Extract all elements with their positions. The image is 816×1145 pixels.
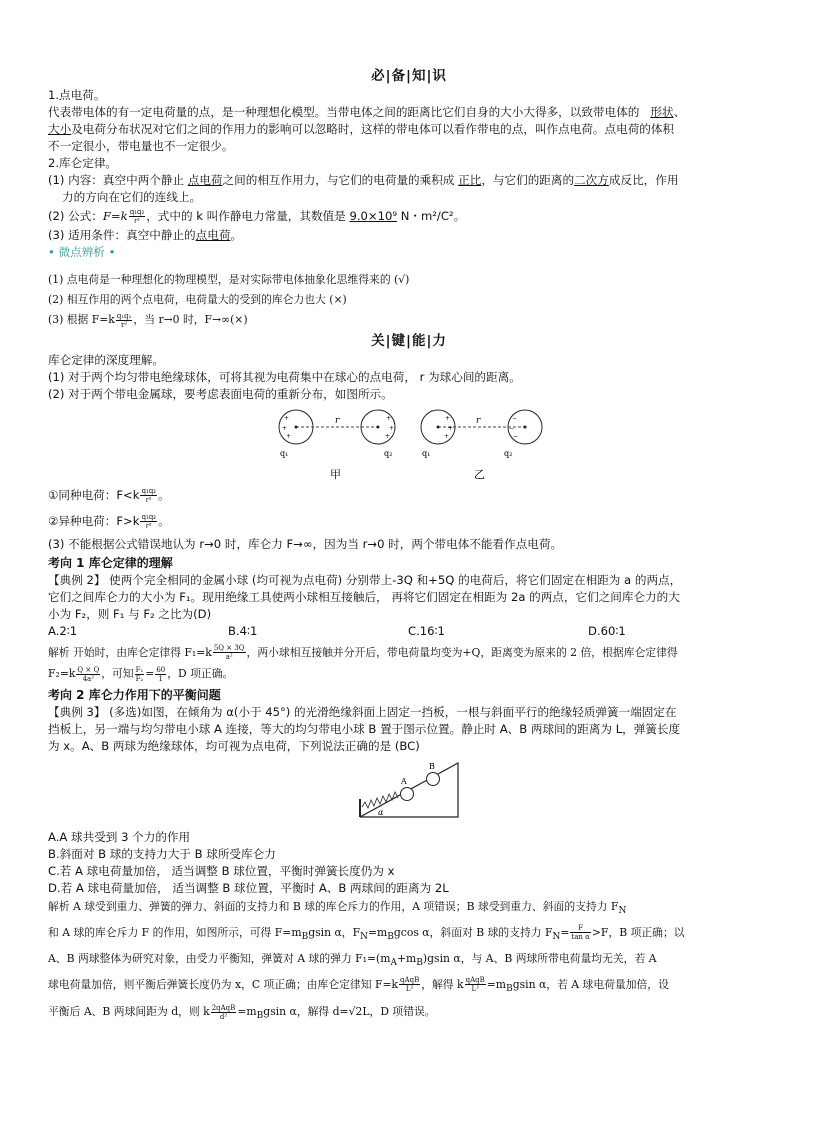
svg-text:−: − [512,414,518,422]
key-item-1: (1) 对于两个均匀带电绝缘球体，可将其视为电荷集中在球心的点电荷， r 为球心间的距离。 [48,369,521,384]
example-2-line-1: 【典例 2】 使两个完全相同的金属小球 (均可视为点电荷) 分别带上-3Q 和+5Q 的电荷后，将它们固定在相距为 a 的两点， [48,572,682,587]
svg-text:+: + [385,432,391,440]
example-3-line-3: 为 x。A、B 两球为绝缘球体，均可视为点电荷，下列说法正确的是 (BC) [48,738,420,753]
figure-label-r: r [476,415,481,426]
figure-caption-yi: 乙 [474,467,485,481]
point-charge-para-2: 大小及电荷分布状况对它们之间的作用力的影响可以忽略时，这样的带电体可以看作带电的点，叫作点电荷。点电荷的体积 [48,122,675,136]
example-2-options [48,623,770,640]
option-a: A.2∶1 [48,623,78,638]
example-3-analysis-4: 球电荷量加倍，则平衡后弹簧长度仍为 x，C 项正确；由库仑定律知 F=k $\frac{\text{qAqB}}{\text{L²}}$ ，解得 k $\frac{\text{qAqB}}{\text{L²}}$ $=m_Bgsin$ α，若 A 球电荷量加倍，设 [48,976,669,995]
point-charge-para-1: 代表带电体的有一定电荷量的点，是一种理想化模型。当带电体之间的距离比它们自身的大小大得多，以致带电体的 形状、 [48,105,686,119]
key-item-3: (3) 不能根据公式错误地认为 r→0 时，库仑力 F→∞，因为当 r→0 时，两个带电体不能看作点电荷。 [48,536,563,551]
figure-label-q1: q₁ [280,448,289,458]
example-3-option-c: C.若 A 球电荷量加倍， 适当调整 B 球位置，平衡时弹簧长度仍为 x [48,863,395,878]
heading-direction-2: 考向 2 库仑力作用下的平衡问题 [48,687,221,702]
figure-caption-jia: 甲 [330,467,341,481]
example-3-analysis-1: 解析 A 球受到重力、弹簧的弹力、斜面的支持力和 B 球的库仑斥力的作用，A 项错误；B 球受到重力、斜面的支持力 $F_N$ [48,899,627,916]
diff-charge-line: ②异种电荷：F>k $\frac{\text{q₁q₂}}{\text{r²}}$ 。 [48,512,170,530]
svg-text:−: − [513,432,519,440]
figure-incline [48,755,770,825]
same-charge-line: ①同种电荷：F<k $\frac{\text{q₁q₂}}{\text{r²}}$ 。 [48,486,170,504]
example-2-line-3: 小为 F₂，则 F₁ 与 F₂ 之比为(D) [48,606,212,621]
tip-item-3: (3) 根据 F=k $\frac{\text{q₁q₂}}{\text{r²}}$ ，当 r→0 时，F→∞(×) [48,311,248,329]
key-item-2: (2) 对于两个带电金属球，要考虑表面电荷的重新分布，如图所示。 [48,386,393,401]
example-2-line-2: 它们之间库仑力的大小为 F₁。现用绝缘工具使两小球相互接触后， 再将它们固定在相距为 2a 的两点，它们之间库仑力的大 [48,589,680,604]
option-d: D.60∶1 [588,623,626,638]
option-c: C.16∶1 [408,623,445,638]
svg-text:+: + [444,432,450,440]
coulomb-content-line-2: 力的方向在它们的连线上。 [62,190,202,204]
example-2-analysis-1: 解析 开始时，由库仑定律得 F₁=k $\frac{5Q \times 3Q}{\text{a²}}$ ，两小球相互接触并分开后，带电荷量均变为+Q，距离变为原来的 2 倍，根据库仑定律得 [48,644,678,661]
formula-fraction: $\frac{\text{q₁q₂}}{\text{r²}}$ [129,208,145,225]
svg-text:+: + [284,414,290,422]
tip-item-1: (1) 点电荷是一种理想化的物理模型，是对实际带电体抽象化思维得来的 (√) [48,273,410,286]
tip-title: • 微点辨析 • [48,245,116,259]
heading-coulomb-law: 2.库仑定律。 [48,156,118,170]
coulomb-condition-line: (3) 适用条件：真空中静止的点电荷。 [48,228,243,242]
heading-direction-1: 考向 1 库仑定律的理解 [48,555,173,570]
example-2-analysis-2: F₂=k $\frac{Q \times Q}{\text{4a²}}$ ，可知 $\frac{\text{F₁}}{\text{F₂}}$ = $\frac{60}{1}$ ，D 项正确。 [48,665,234,683]
svg-text:+: + [445,414,451,422]
example-3-option-d: D.若 A 球电荷量加倍， 适当调整 B 球位置，平衡时 A、B 两球间的距离为 2L [48,880,449,895]
heading-point-charge: 1.点电荷。 [48,88,106,102]
example-3-analysis-2: 和 A 球的库仑斥力 F 的作用，如图所示，可得 $F=m_Bgsin$ α，$F_N=m_Bgcos$ α，斜面对 B 球的支持力 $F_N=$ $\frac{F}{\text{tan α}}$ >F，B 项正确；以 [48,924,685,942]
example-3-option-b: B.斜面对 B 球的支持力大于 B 球所受库仑力 [48,846,276,861]
angle-label-alpha: α [378,807,384,817]
option-b: B.4∶1 [228,623,258,638]
figure-metal-spheres [48,403,770,483]
figure-label-r: r [335,415,340,426]
coulomb-formula-line: (2) 公式：F=k $\frac{\text{q₁q₂}}{\text{r²}}$ ，式中的 k 叫作静电力常量，其数值是 9.0×10⁹ N・m²/C²。 [48,208,466,225]
figure-label-q2: q₂ [504,448,513,458]
svg-text:+: + [386,414,392,422]
coulomb-content-line-1: (1) 内容：真空中两个静止 点电荷之间的相互作用力，与它们的电荷量的乘积成 正比，与它们的距离的二次方成反比，作用 [48,173,679,187]
svg-text:+: + [448,424,454,432]
ball-label-a: A [401,776,407,786]
example-3-line-1: 【典例 3】 (多选)如图，在倾角为 α(小于 45°) 的光滑绝缘斜面上固定一挡板，一根与斜面平行的绝缘轻质弹簧一端固定在 [48,704,677,719]
section-title-essential-knowledge: 必|备|知|识 [371,68,447,84]
example-3-analysis-5: 平衡后 A、B 两球间距为 d，则 k $\frac{\text{2qAqB}}{\text{d²}}$ $=m_Bgsin$ α，解得 d=√2L，D 项错误。 [48,1003,436,1022]
ball-label-b: B [429,761,435,771]
example-3-line-2: 挡板上，另一端与均匀带电小球 A 连接，等大的均匀带电小球 B 置于图示位置。静止时 A、B 两球间的距离为 L，弹簧长度 [48,721,681,736]
point-charge-para-3: 不一定很小，带电量也不一定很少。 [48,139,234,153]
figure-yi [421,410,542,481]
figure-jia [279,410,395,481]
svg-text:−: − [509,424,515,432]
tip-item-2: (2) 相互作用的两个点电荷，电荷量大的受到的库仑力也大 (×) [48,293,347,306]
key-heading: 库仑定律的深度理解。 [48,352,164,367]
example-3-analysis-3: A、B 两球整体为研究对象，由受力平衡知，弹簧对 A 球的弹力 $F_1=(m_A+m_B)gsin$ α，与 A、B 两球所带电荷量均无关，若 A [48,951,657,968]
section-title-key-ability: 关|键|能|力 [371,332,447,349]
document-page [48,66,770,1025]
svg-text:+: + [282,424,288,432]
figure-label-q2: q₂ [384,448,393,458]
svg-text:+: + [286,432,292,440]
svg-text:+: + [389,424,395,432]
figure-label-q1: q₁ [422,448,431,458]
example-3-option-a: A.A 球共受到 3 个力的作用 [48,829,191,844]
